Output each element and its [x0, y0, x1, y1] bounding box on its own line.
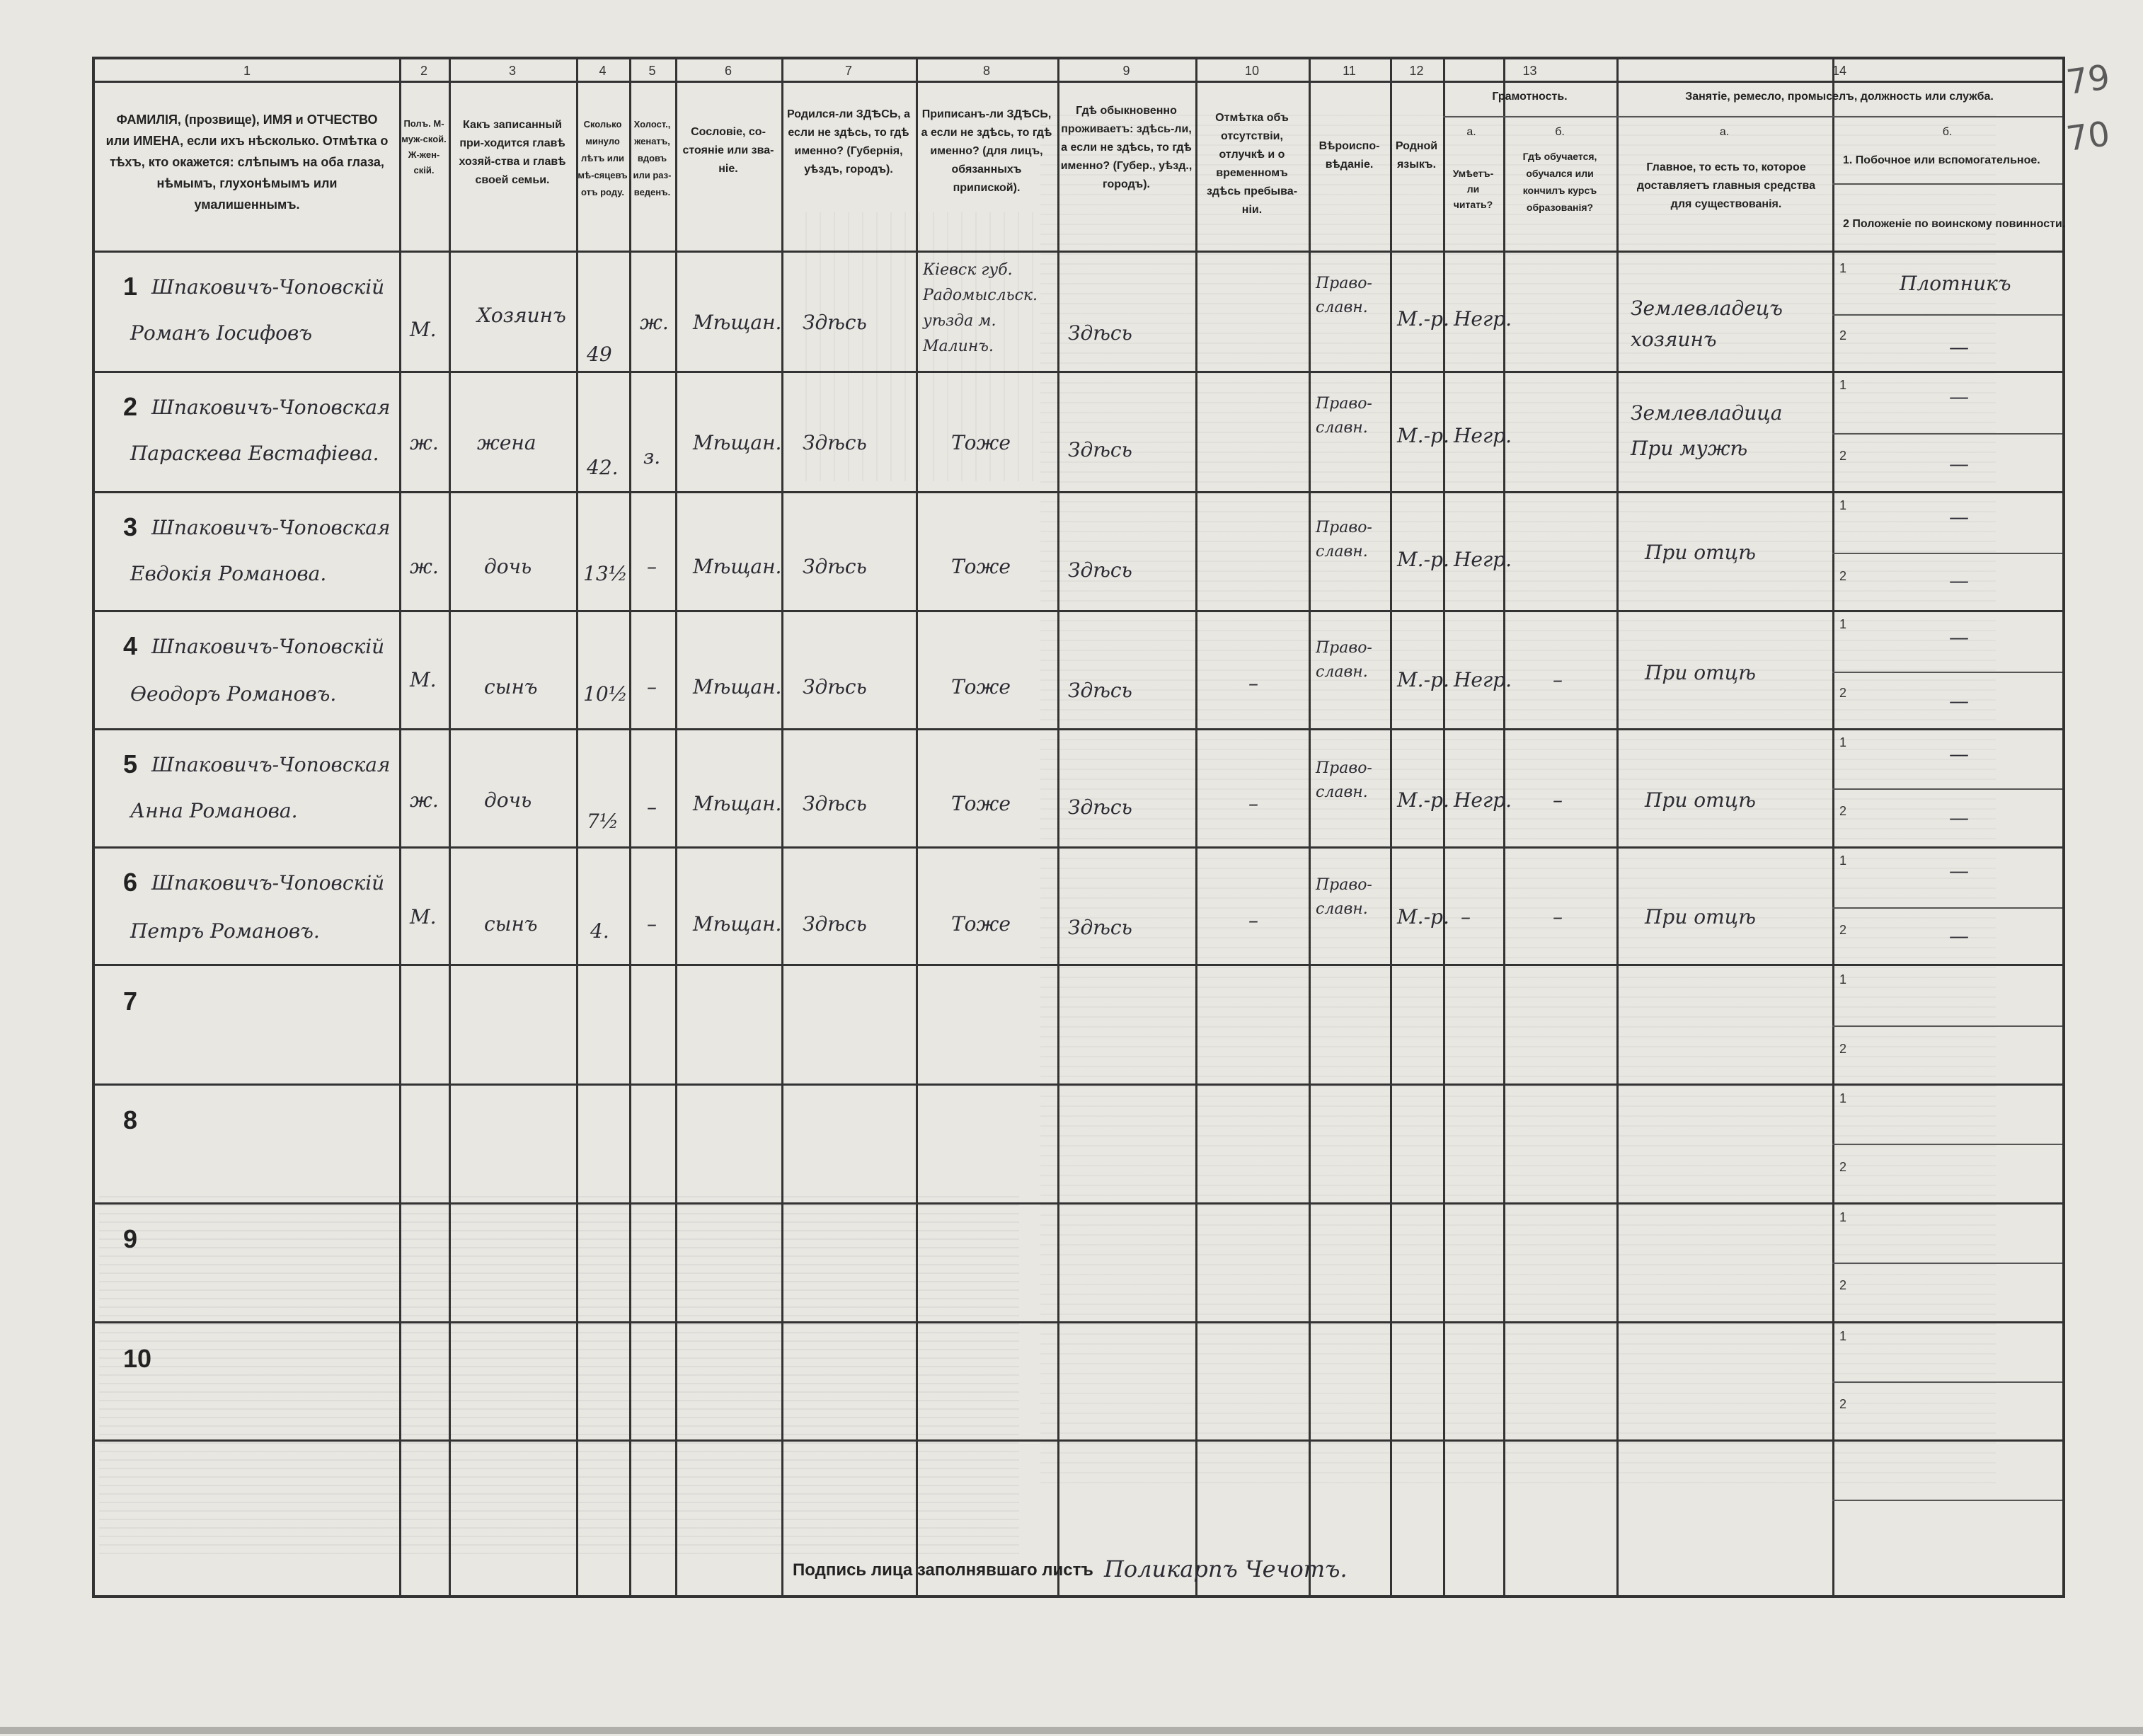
- header-name: ФАМИЛІЯ, (прозвище), ИМЯ и ОТЧЕСТВО или ИМЕНА, если ихъ нѣсколько. Отмѣтка о тѣхъ, кто окажется: слѣпымъ на оба глаза, нѣмымъ, глухонѣмымъ или умалишеннымъ.: [105, 113, 389, 212]
- header-occupation-a-label: а.: [1719, 126, 1730, 138]
- row-6-residence: Здѣсь: [1068, 916, 1132, 939]
- header-occupation-a: Главное, то есть то, которое доставляетъ главныя средства для существованія.: [1636, 161, 1816, 210]
- row-6-number: 6: [123, 868, 138, 897]
- row-4-relation: сынъ: [484, 675, 538, 699]
- header-occupation-b1: 1. Побочное или вспомогательное.: [1843, 154, 2040, 166]
- row-2-religion: Право-славн.: [1316, 395, 1372, 437]
- colnum-11: 11: [1343, 64, 1356, 78]
- row-4-absence: –: [1248, 672, 1258, 695]
- row-6-registered: Тоже: [951, 912, 1011, 936]
- row-5-registered: Тоже: [951, 792, 1011, 815]
- row-4-sub-1: 1: [1839, 617, 1847, 631]
- row-6-literate: –: [1461, 905, 1471, 929]
- row-2-literate: Негр.: [1454, 424, 1512, 447]
- row-6-education: –: [1553, 905, 1563, 929]
- row-3-literate: Негр.: [1454, 548, 1512, 571]
- row-5-sex: ж.: [410, 788, 439, 812]
- col-divider: [675, 59, 677, 1595]
- row-1-relation: Хозяинъ: [477, 304, 566, 327]
- row-5-sub-1: 1: [1839, 735, 1847, 749]
- colnum-2: 2: [420, 64, 427, 78]
- row-3-religion: Право-славн.: [1316, 519, 1372, 561]
- header-language: Родной языкъ.: [1395, 140, 1438, 171]
- row-10-sub-2: 2: [1839, 1397, 1847, 1411]
- row-5-estate: Мѣщан.: [693, 792, 782, 815]
- header-estate: Сословіе, со-стояніе или зва-ніе.: [682, 126, 774, 175]
- row-3-estate: Мѣщан.: [693, 555, 782, 578]
- c13-subdivider: [1443, 116, 1616, 117]
- row-4-given-name: Ѳеодоръ Романовъ.: [130, 682, 337, 706]
- row-4-sex: М.: [410, 668, 437, 691]
- row-1-sub-2: 2: [1839, 328, 1847, 343]
- row-5-education: –: [1553, 788, 1563, 812]
- row-3-marital: –: [647, 555, 657, 578]
- colnum-13: 13: [1522, 64, 1537, 78]
- row-6-military: —: [1949, 924, 1969, 948]
- row-4-number: 4: [123, 631, 138, 660]
- row-1-number: 1: [123, 272, 138, 301]
- row-4-military: —: [1949, 689, 1969, 713]
- row-3-sub-2: 2: [1839, 569, 1847, 583]
- row-4-main-occupation: При отцѣ: [1645, 661, 1756, 684]
- row-3-surname: Шпаковичъ-Чоповская: [151, 516, 391, 539]
- row-7-number: 7: [123, 987, 138, 1016]
- col-divider: [1443, 59, 1445, 1595]
- row-8-sub-1: 1: [1839, 1091, 1847, 1105]
- col-divider: [781, 59, 783, 1595]
- header-registered: Приписанъ-ли ЗДѢСЬ, а если не здѣсь, то гдѣ именно? (для лицъ, обязанныхъ припиской).: [921, 108, 1052, 194]
- row-4-sub-2: 2: [1839, 686, 1847, 700]
- row-divider: [95, 964, 2062, 966]
- col-divider: [399, 59, 401, 1595]
- row-4-age: 10½: [583, 682, 628, 706]
- row-1-religion: Право-славн.: [1316, 275, 1372, 316]
- row-5-marital: –: [647, 795, 657, 819]
- row-6-absence: –: [1248, 909, 1258, 932]
- colnum-7: 7: [844, 64, 852, 78]
- row-6-main-occupation: При отцѣ: [1645, 905, 1756, 929]
- row-3-military: —: [1949, 569, 1969, 592]
- row-5-literate: Негр.: [1454, 788, 1512, 812]
- row-4-residence: Здѣсь: [1068, 679, 1132, 702]
- col-divider: [1616, 59, 1619, 1595]
- row-1-sex: М.: [410, 318, 437, 341]
- row-6-birthplace: Здѣсь: [803, 912, 867, 936]
- row-6-relation: сынъ: [484, 912, 538, 936]
- row-5-military: —: [1949, 806, 1969, 829]
- sub-row-divider: [1832, 553, 2062, 554]
- row-4-literate: Негр.: [1454, 668, 1512, 691]
- row-7-sub-1: 1: [1839, 972, 1847, 987]
- colnum-8: 8: [982, 64, 990, 78]
- header-literacy: Грамотность.: [1492, 91, 1568, 103]
- row-divider: [95, 491, 2062, 493]
- row-1-registered: Кіевск губ. Радомысльск. уѣзда м. Малинъ.: [923, 261, 1038, 355]
- row-1-language: М.-р.: [1397, 307, 1449, 330]
- header-literacy-a-label: а.: [1466, 126, 1476, 138]
- row-6-sex: М.: [410, 905, 437, 929]
- row-8-number: 8: [123, 1105, 138, 1134]
- header-religion: Вѣроиспо-вѣданіе.: [1318, 140, 1380, 171]
- row-1-residence: Здѣсь: [1068, 321, 1132, 345]
- row-6-surname: Шпаковичъ-Чоповскій: [151, 871, 385, 895]
- row-6-sub-1: 1: [1839, 853, 1847, 868]
- row-3-main-occupation: При отцѣ: [1645, 541, 1756, 564]
- row-2-number: 2: [123, 392, 138, 421]
- row-9-sub-1: 1: [1839, 1210, 1847, 1224]
- row-1-age: 49: [587, 343, 612, 366]
- row-2-sub-2: 2: [1839, 449, 1847, 463]
- row-6-religion: Право-славн.: [1316, 876, 1372, 918]
- row-divider: [95, 728, 2062, 730]
- row-5-given-name: Анна Романова.: [130, 799, 298, 822]
- row-1-side-occupation: Плотникъ: [1900, 272, 2011, 295]
- row-2-residence: Здѣсь: [1068, 438, 1132, 461]
- sub-row-divider: [1832, 1263, 2062, 1264]
- colnum-4: 4: [599, 64, 607, 78]
- row-6-sub-2: 2: [1839, 923, 1847, 937]
- bottom-edge-strip: [0, 1727, 2143, 1734]
- col-divider: [1832, 59, 1834, 1595]
- row-3-birthplace: Здѣсь: [803, 555, 867, 578]
- header-birthplace: Родился-ли ЗДѢСЬ, а если не здѣсь, то гдѣ именно? (Губернія, уѣздъ, городъ).: [787, 108, 910, 176]
- sub-row-divider: [1832, 788, 2062, 790]
- row-2-main-occupation: Землевладица При мужѣ: [1631, 401, 1783, 460]
- row-2-sex: ж.: [410, 431, 439, 454]
- row-1-given-name: Романъ Іосифовъ: [130, 321, 312, 345]
- col-divider: [1195, 59, 1197, 1595]
- row-8-sub-2: 2: [1839, 1160, 1847, 1174]
- row-2-estate: Мѣщан.: [693, 431, 782, 454]
- row-3-residence: Здѣсь: [1068, 558, 1132, 582]
- row-3-given-name: Евдокія Романова.: [130, 562, 327, 585]
- header-sex: Полъ. М-муж-ской. Ж-жен-скій.: [401, 118, 447, 176]
- sub-row-divider: [1832, 314, 2062, 316]
- row-10-sub-1: 1: [1839, 1329, 1847, 1343]
- row-2-given-name: Параскева Евстафіева.: [130, 442, 379, 465]
- row-2-registered: Тоже: [951, 431, 1011, 454]
- archive-note-bottom: 70: [2064, 114, 2113, 159]
- row-5-residence: Здѣсь: [1068, 795, 1132, 819]
- header-literacy-a: Умѣетъ-ли читать?: [1452, 168, 1494, 210]
- sub-row-divider: [1832, 433, 2062, 435]
- row-5-main-occupation: При отцѣ: [1645, 788, 1756, 812]
- census-table: [92, 57, 2065, 1598]
- row-1-main-occupation: Землевладецъ хозяинъ: [1631, 297, 1783, 351]
- row-divider: [95, 1321, 2062, 1323]
- header-literacy-b-label: б.: [1555, 126, 1565, 138]
- row-2-side-occupation: —: [1949, 385, 1969, 408]
- row-4-registered: Тоже: [951, 675, 1011, 699]
- col-divider: [629, 59, 631, 1595]
- row-1-marital: ж.: [640, 311, 669, 334]
- row-2-military: —: [1949, 452, 1969, 476]
- col-divider: [1390, 59, 1392, 1595]
- row-divider: [95, 371, 2062, 373]
- sub-row-divider: [1832, 907, 2062, 909]
- row-3-age: 13½: [583, 562, 628, 585]
- colnum-divider: [95, 81, 2062, 83]
- row-divider: [95, 1202, 2062, 1205]
- row-1-literate: Негр.: [1454, 307, 1512, 330]
- colnum-12: 12: [1409, 64, 1424, 78]
- row-divider: [95, 1083, 2062, 1086]
- row-6-marital: –: [647, 912, 657, 936]
- row-6-age: 4.: [590, 919, 609, 943]
- colnum-3: 3: [508, 64, 516, 78]
- row-2-relation: жена: [477, 431, 536, 454]
- row-5-birthplace: Здѣсь: [803, 792, 867, 815]
- row-4-marital: –: [647, 675, 657, 699]
- row-2-surname: Шпаковичъ-Чоповская: [151, 396, 391, 419]
- colnum-10: 10: [1244, 64, 1260, 78]
- row-4-surname: Шпаковичъ-Чоповскій: [151, 635, 385, 658]
- row-3-number: 3: [123, 512, 138, 541]
- row-7-sub-2: 2: [1839, 1042, 1847, 1056]
- row-4-language: М.-р.: [1397, 668, 1449, 691]
- header-residence: Гдѣ обыкновенно проживаетъ: здѣсь-ли, а если не здѣсь, то гдѣ именно? (Губер., уѣзд., городъ).: [1060, 105, 1193, 190]
- row-5-side-occupation: —: [1949, 742, 1969, 766]
- sub-row-divider: [1832, 1500, 2062, 1501]
- header-divider: [95, 251, 2062, 253]
- c14b-subdivider: [1832, 183, 2062, 185]
- row-5-age: 7½: [587, 810, 619, 833]
- row-1-birthplace: Здѣсь: [803, 311, 867, 334]
- header-absence: Отмѣтка объ отсутствіи, отлучкѣ и о временномъ здѣсь пребыва-ніи.: [1206, 112, 1298, 216]
- row-4-birthplace: Здѣсь: [803, 675, 867, 699]
- colnum-6: 6: [724, 64, 732, 78]
- row-10-number: 10: [123, 1344, 152, 1373]
- signature-value: Поликарпъ Чечотъ.: [1104, 1556, 1348, 1582]
- colnum-14: 14: [1832, 64, 1847, 78]
- header-marital: Холост., женатъ, вдовъ или раз-веденъ.: [633, 119, 672, 197]
- row-6-estate: Мѣщан.: [693, 912, 782, 936]
- header-occupation-b2: 2 Положеніе по воинскому повинности.: [1843, 218, 2066, 230]
- header-age: Сколько минуло лѣтъ или мѣ-сяцевъ отъ роду.: [578, 119, 628, 197]
- row-5-surname: Шпаковичъ-Чоповская: [151, 753, 391, 776]
- row-2-sub-1: 1: [1839, 378, 1847, 392]
- row-2-birthplace: Здѣсь: [803, 431, 867, 454]
- row-1-sub-1: 1: [1839, 261, 1847, 275]
- col-divider: [449, 59, 451, 1595]
- row-4-education: –: [1553, 668, 1563, 691]
- row-5-number: 5: [123, 749, 138, 778]
- row-1-surname: Шпаковичъ-Чоповскій: [151, 275, 385, 299]
- row-divider: [95, 1439, 2062, 1442]
- colnum-9: 9: [1122, 64, 1130, 78]
- sub-row-divider: [1832, 1025, 2062, 1027]
- row-5-language: М.-р.: [1397, 788, 1449, 812]
- row-4-religion: Право-славн.: [1316, 639, 1372, 681]
- row-6-language: М.-р.: [1397, 905, 1449, 929]
- col-divider: [1309, 59, 1311, 1595]
- header-occupation-b-label: б.: [1942, 126, 1953, 138]
- row-2-language: М.-р.: [1397, 424, 1449, 447]
- row-1-estate: Мѣщан.: [693, 311, 782, 334]
- row-3-sub-1: 1: [1839, 498, 1847, 512]
- row-5-relation: дочь: [484, 788, 532, 812]
- row-9-sub-2: 2: [1839, 1278, 1847, 1292]
- col-divider: [1503, 59, 1505, 1595]
- col-divider: [916, 59, 918, 1595]
- header-occupation: Занятіе, ремесло, промыселъ, должность или служба.: [1685, 91, 1994, 103]
- row-5-sub-2: 2: [1839, 804, 1847, 818]
- row-3-language: М.-р.: [1397, 548, 1449, 571]
- row-divider: [95, 610, 2062, 612]
- row-5-absence: –: [1248, 792, 1258, 815]
- row-6-side-occupation: —: [1949, 859, 1969, 883]
- row-9-number: 9: [123, 1224, 138, 1253]
- sub-row-divider: [1832, 672, 2062, 673]
- row-1-military: —: [1949, 335, 1969, 359]
- row-4-estate: Мѣщан.: [693, 675, 782, 699]
- col-divider: [1057, 59, 1059, 1595]
- row-divider: [95, 846, 2062, 849]
- col-divider: [576, 59, 578, 1595]
- row-2-age: 42.: [587, 456, 619, 479]
- row-5-religion: Право-славн.: [1316, 759, 1372, 801]
- colnum-5: 5: [648, 64, 656, 78]
- header-relation: Какъ записанный при-ходится главѣ хозяй-ства и главѣ своей семьи.: [459, 119, 566, 186]
- sub-row-divider: [1832, 1144, 2062, 1145]
- row-3-sex: ж.: [410, 555, 439, 578]
- row-6-given-name: Петръ Романовъ.: [130, 919, 320, 943]
- header-literacy-b: Гдѣ обучается, обучался или кончилъ курсъ образованія?: [1522, 151, 1597, 213]
- c14-subdivider: [1616, 116, 2062, 117]
- row-3-registered: Тоже: [951, 555, 1011, 578]
- row-4-side-occupation: —: [1949, 626, 1969, 649]
- row-3-side-occupation: —: [1949, 505, 1969, 529]
- row-3-relation: дочь: [484, 555, 532, 578]
- signature-label: Подпись лица заполнявшаго листъ: [793, 1560, 1093, 1580]
- archive-note-top: 79: [2064, 57, 2113, 103]
- sub-row-divider: [1832, 1381, 2062, 1383]
- row-2-marital: з.: [643, 445, 661, 469]
- colnum-1: 1: [243, 64, 251, 78]
